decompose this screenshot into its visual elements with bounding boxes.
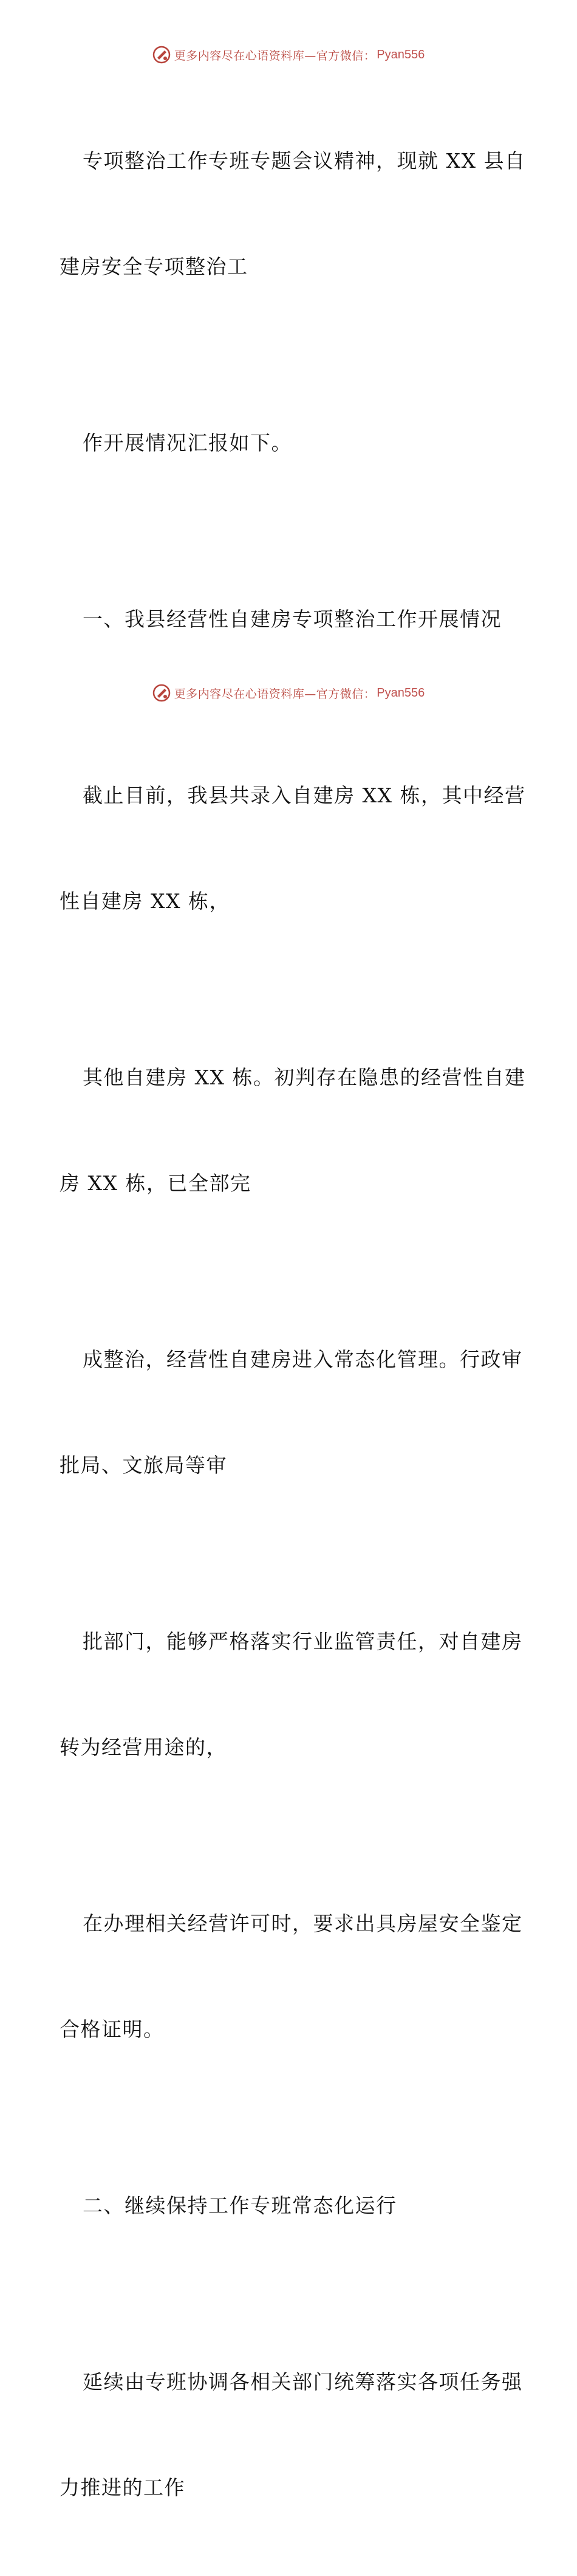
paragraph-line: 专项整治工作专班专题会议精神，现就 XX 县自 bbox=[83, 149, 526, 173]
paragraph-line: 截止目前，我县共录入自建房 XX 栋，其中经营 bbox=[83, 783, 526, 807]
paragraph bbox=[60, 73, 526, 355]
paragraph-line: 房 XX 栋，已全部完 bbox=[60, 1171, 251, 1195]
paragraph bbox=[60, 1554, 521, 1836]
paragraph-line: 作开展情况汇报如下。 bbox=[83, 431, 292, 455]
watermark-id: Pyan556 bbox=[377, 47, 425, 61]
paragraph bbox=[60, 2294, 521, 2576]
paragraph-line: 性自建房 XX 栋， bbox=[60, 889, 230, 913]
paragraph-line: 批部门，能够严格落实行业监管责任，对自建房 bbox=[83, 1630, 523, 1653]
paragraph-line: 批局、文旅局等审 bbox=[60, 1453, 227, 1477]
watermark-id: Pyan556 bbox=[377, 686, 425, 700]
heading-line: 二、继续保持工作专班常态化运行 bbox=[83, 2194, 397, 2217]
paragraph-line: 力推进的工作 bbox=[60, 2476, 185, 2499]
watermark-text: 更多内容尽在心语资料库—官方微信： bbox=[174, 687, 376, 701]
document-body bbox=[60, 73, 526, 2576]
watermark-text: 更多内容尽在心语资料库—官方微信： bbox=[174, 49, 376, 63]
heading-line: 一、我县经营性自建房专项整治工作开展情况 bbox=[83, 607, 502, 631]
logo-icon bbox=[152, 46, 171, 64]
paragraph bbox=[60, 708, 526, 990]
paragraph bbox=[60, 1836, 521, 2118]
paragraph-line: 延续由专班协调各相关部门统筹落实各项任务强 bbox=[83, 2370, 523, 2394]
paragraph-line: 建房安全专项整治工 bbox=[60, 255, 248, 278]
paragraph-line: 其他自建房 XX 栋。初判存在隐患的经营性自建 bbox=[83, 1066, 526, 1089]
logo-icon bbox=[152, 684, 171, 702]
paragraph bbox=[60, 1272, 521, 1554]
paragraph-line: 合格证明。 bbox=[60, 2017, 165, 2041]
section-heading bbox=[60, 2118, 521, 2294]
paragraph bbox=[60, 990, 526, 1272]
paragraph bbox=[60, 355, 521, 531]
footer-watermark bbox=[0, 681, 577, 705]
paragraph-line: 在办理相关经营许可时，要求出具房屋安全鉴定 bbox=[83, 1912, 523, 1935]
header-watermark bbox=[0, 43, 577, 67]
paragraph-line: 转为经营用途的， bbox=[60, 1735, 227, 1759]
paragraph-line: 成整治，经营性自建房进入常态化管理。行政审 bbox=[83, 1348, 523, 1371]
